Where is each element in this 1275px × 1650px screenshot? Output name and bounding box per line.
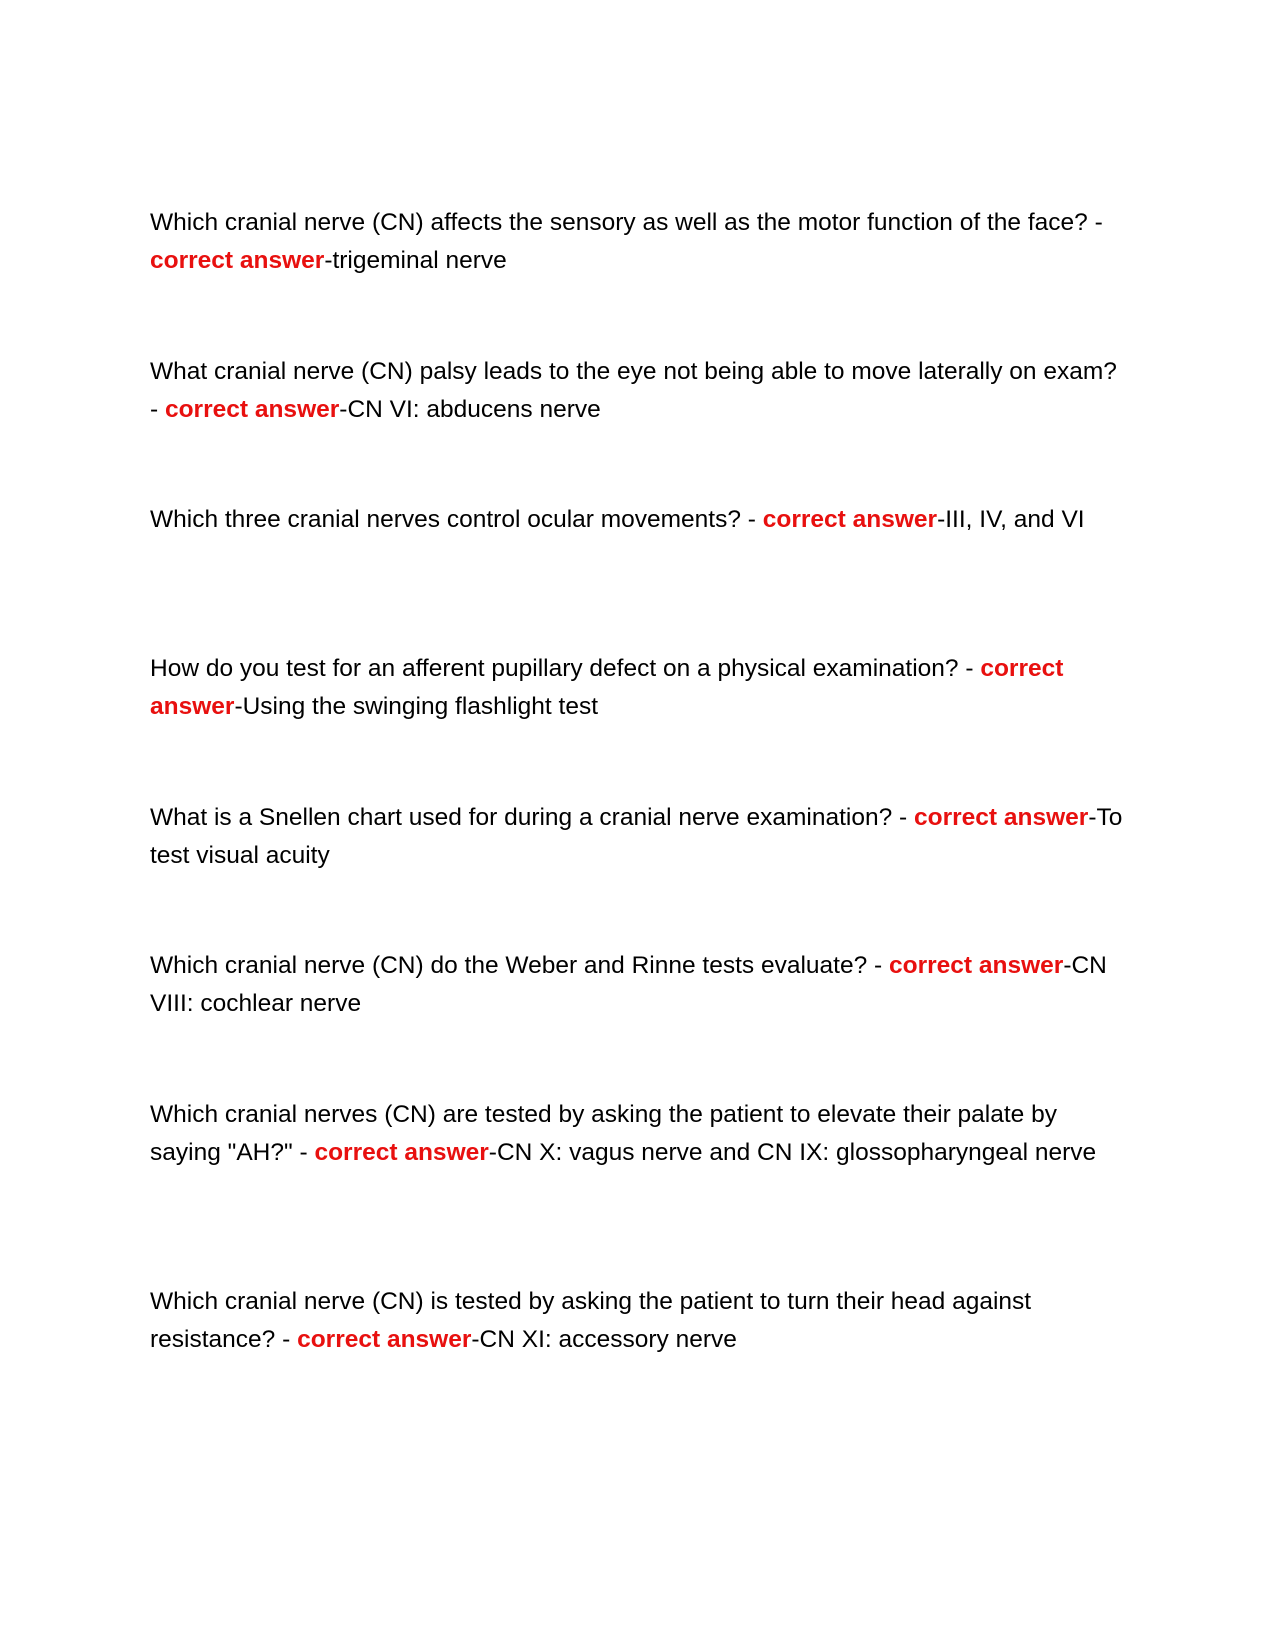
qa-item bbox=[150, 650, 1125, 726]
qa-item bbox=[150, 1283, 1125, 1359]
qa-item bbox=[150, 204, 1125, 280]
separator: - bbox=[275, 1326, 298, 1353]
qa-item bbox=[150, 353, 1125, 429]
correct-answer-label: correct answer bbox=[150, 655, 1064, 720]
question-text: What is a Snellen chart used for during a cranial nerve examination? bbox=[150, 804, 893, 831]
answer-text: -trigeminal nerve bbox=[324, 247, 507, 274]
separator: - bbox=[892, 804, 914, 831]
question-text: Which cranial nerve (CN) do the Weber and Rinne tests evaluate? bbox=[150, 952, 868, 979]
question-text: Which three cranial nerves control ocular movements? bbox=[150, 506, 741, 533]
correct-answer-label: correct answer bbox=[762, 506, 938, 533]
answer-text: -CN XI: accessory nerve bbox=[471, 1326, 737, 1353]
separator: - bbox=[150, 396, 165, 423]
correct-answer-label: correct answer bbox=[314, 1139, 489, 1166]
separator: - bbox=[292, 1139, 315, 1166]
qa-item bbox=[150, 947, 1125, 1023]
question-text: Which cranial nerves (CN) are tested by asking the patient to elevate their palate by saying "AH?" bbox=[150, 1101, 1057, 1166]
correct-answer-label: correct answer bbox=[297, 1326, 472, 1353]
question-text: How do you test for an afferent pupillary defect on a physical examination? bbox=[150, 655, 959, 682]
correct-answer-label: correct answer bbox=[150, 247, 325, 274]
answer-text: -CN VI: abducens nerve bbox=[339, 396, 601, 423]
qa-item bbox=[150, 501, 1125, 539]
separator: - bbox=[740, 506, 763, 533]
answer-text: -CN X: vagus nerve and CN IX: glossopharyngeal nerve bbox=[488, 1139, 1097, 1166]
separator: - bbox=[958, 655, 981, 682]
correct-answer-label: correct answer bbox=[889, 952, 1064, 979]
qa-item bbox=[150, 1096, 1125, 1172]
question-text: Which cranial nerve (CN) affects the sensory as well as the motor function of the face? bbox=[150, 209, 1088, 236]
correct-answer-label: correct answer bbox=[914, 804, 1089, 831]
qa-item bbox=[150, 799, 1125, 875]
correct-answer-label: correct answer bbox=[164, 396, 340, 423]
answer-text: -Using the swinging flashlight test bbox=[234, 693, 599, 720]
separator: - bbox=[1087, 209, 1103, 236]
answer-text: -III, IV, and VI bbox=[937, 506, 1085, 533]
answer-text: -CN VIII: cochlear nerve bbox=[150, 952, 1107, 1017]
answer-text: -To test visual acuity bbox=[150, 804, 1123, 869]
question-text: What cranial nerve (CN) palsy leads to the eye not being able to move laterally on exam? bbox=[150, 358, 1117, 385]
separator: - bbox=[867, 952, 889, 979]
question-text: Which cranial nerve (CN) is tested by asking the patient to turn their head against resistance? bbox=[150, 1288, 1032, 1353]
